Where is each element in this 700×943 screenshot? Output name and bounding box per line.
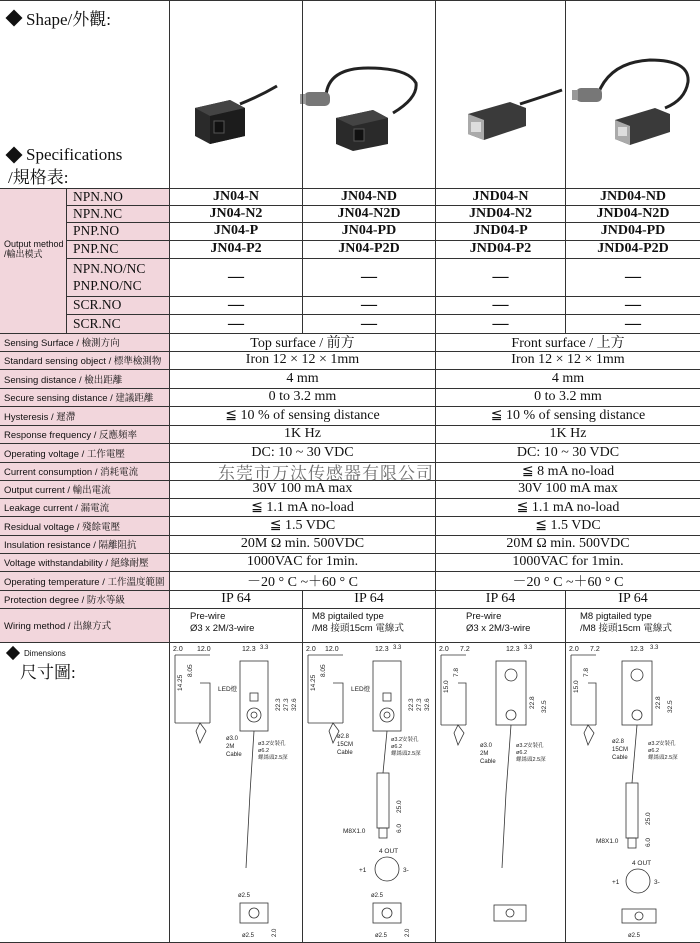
svg-text:2M: 2M <box>226 744 235 750</box>
spec-value-left: 4 mm <box>286 370 319 386</box>
spec-value-right: 1000VAC for 1min. <box>512 554 624 569</box>
model-code: JN04-N <box>213 188 259 204</box>
spec-label: Residual voltage / 殘餘電壓 <box>4 521 121 533</box>
svg-text:ø3.0: ø3.0 <box>480 743 493 749</box>
svg-text:12.3: 12.3 <box>630 646 644 653</box>
svg-text:15.0: 15.0 <box>443 680 450 693</box>
svg-text:2.0: 2.0 <box>272 928 278 937</box>
svg-text:27.3: 27.3 <box>283 698 290 711</box>
dimension-drawing-jnd04-d <box>566 643 700 941</box>
model-code: JN04-N2D <box>337 205 401 221</box>
diamond-bullet-icon <box>6 9 23 26</box>
svg-text:LED燈: LED燈 <box>351 686 371 693</box>
svg-text:3.3: 3.3 <box>260 645 269 651</box>
spec-value-right: 30V 100 mA max <box>518 481 618 496</box>
protection-value: IP 64 <box>221 591 251 606</box>
spec-value-left: Top surface / 前方 <box>250 336 355 351</box>
svg-text:ø6.2: ø6.2 <box>516 750 528 756</box>
spec-value-left: DC: 10 ~ 30 VDC <box>251 444 354 460</box>
svg-text:32.6: 32.6 <box>291 698 298 711</box>
svg-text:6.0: 6.0 <box>645 837 652 847</box>
product-photo-jn04-d <box>298 58 423 153</box>
spec-value-left: ≦ 10 % of sensing distance <box>225 408 380 423</box>
model-code: JND04-N2 <box>469 205 532 221</box>
spec-value-left: Iron 12 × 12 × 1mm <box>245 352 360 367</box>
spec-value-right: 20M Ω min. 500VDC <box>506 536 630 551</box>
model-code: — <box>228 296 244 313</box>
spec-label: Secure sensing distance / 建議距離 <box>4 393 154 404</box>
svg-text:ø2.5: ø2.5 <box>628 933 641 939</box>
spec-label: Operating voltage / 工作電壓 <box>4 448 125 460</box>
wiring-value: M8 pigtailed type /M8 接頭15cm 電線式 <box>580 611 672 634</box>
svg-text:ø2.8: ø2.8 <box>612 739 625 745</box>
svg-text:6.0: 6.0 <box>396 823 403 833</box>
svg-text:2.0: 2.0 <box>306 646 316 653</box>
svg-text:2M: 2M <box>480 751 489 757</box>
spec-value-left: 20M Ω min. 500VDC <box>240 536 365 551</box>
protection-value: IP 64 <box>485 591 516 606</box>
svg-text:ø6.2: ø6.2 <box>391 744 403 750</box>
model-code: — <box>361 314 377 332</box>
svg-text:2.0: 2.0 <box>569 646 579 653</box>
model-code: — <box>361 268 377 285</box>
svg-text:ø2.5: ø2.5 <box>371 893 384 899</box>
svg-text:ø2.5: ø2.5 <box>375 933 388 939</box>
svg-text:22.8: 22.8 <box>655 696 662 709</box>
output-type: PNP.NO <box>73 223 120 238</box>
svg-text:4 OUT: 4 OUT <box>379 848 399 855</box>
svg-text:ø3.2安裝孔: ø3.2安裝孔 <box>648 741 676 747</box>
dimension-drawing-jnd04 <box>436 643 565 941</box>
spec-label: Sensing distance / 檢出距離 <box>4 374 123 386</box>
spec-value-right: Iron 12 × 12 × 1mm <box>511 352 625 367</box>
svg-text:Cable: Cable <box>226 752 242 758</box>
diamond-bullet-icon <box>6 646 20 660</box>
svg-text:LED燈: LED燈 <box>218 686 238 693</box>
svg-text:7.8: 7.8 <box>583 667 590 677</box>
svg-text:22.3: 22.3 <box>275 698 282 711</box>
output-type: SCR.NC <box>73 315 121 331</box>
spec-label: Current consumption / 消耗電流 <box>4 467 139 478</box>
svg-text:3-: 3- <box>403 867 409 874</box>
spec-value-left: ≦ 1.1 mA no-load <box>251 499 354 515</box>
model-code: — <box>228 268 244 285</box>
svg-text:12.3: 12.3 <box>506 646 520 653</box>
product-photo-jn04 <box>185 78 280 148</box>
svg-text:2.0: 2.0 <box>173 646 183 653</box>
svg-text:12.3: 12.3 <box>242 646 256 653</box>
output-method-label: Output method /輸出模式 <box>4 239 64 259</box>
svg-text:3-: 3- <box>654 879 660 886</box>
protection-value: IP 64 <box>354 591 384 606</box>
wiring-label: Wiring method / 出線方式 <box>4 621 112 632</box>
spec-label: Voltage withstandability / 絕緣耐壓 <box>4 558 149 569</box>
svg-text:M8X1.0: M8X1.0 <box>343 828 366 835</box>
svg-text:14.25: 14.25 <box>177 674 184 691</box>
svg-text:7.8: 7.8 <box>453 667 460 677</box>
spec-label: Standard sensing object / 標準檢測物 <box>4 356 162 367</box>
svg-text:32.5: 32.5 <box>667 700 674 713</box>
svg-text:14.25: 14.25 <box>310 674 317 691</box>
spec-value-left: 1000VAC for 1min. <box>246 554 359 569</box>
svg-text:4 OUT: 4 OUT <box>632 860 652 867</box>
svg-text:7.2: 7.2 <box>460 646 470 653</box>
spec-value-right: ≦ 8 mA no-load <box>521 463 615 479</box>
spec-label: Insulation resistance / 隔離阻抗 <box>4 540 137 551</box>
model-code: JND04-N <box>472 188 529 204</box>
spec-label: Leakage current / 漏電流 <box>4 503 110 514</box>
svg-text:12.0: 12.0 <box>325 646 339 653</box>
svg-text:ø3.2安裝孔: ø3.2安裝孔 <box>391 737 419 743</box>
svg-text:Cable: Cable <box>337 750 353 756</box>
output-type: PNP.NC <box>73 241 119 256</box>
svg-text:12.0: 12.0 <box>197 646 211 653</box>
svg-text:螺絲頭2.5深: 螺絲頭2.5深 <box>516 757 546 763</box>
model-code: — <box>492 296 509 313</box>
spec-value-right: －20 ° C ~＋60 ° C <box>512 574 624 590</box>
svg-text:2.0: 2.0 <box>405 928 411 937</box>
spec-value-right: DC: 10 ~ 30 VDC <box>516 444 620 460</box>
model-code: JND04-P <box>473 223 528 238</box>
spec-label: Output current / 輸出電流 <box>4 485 111 496</box>
spec-value-right: ≦ 1.1 mA no-load <box>516 499 620 515</box>
spec-value-left: ≦ 1.5 VDC <box>269 518 336 533</box>
model-code: JND04-PD <box>600 223 666 238</box>
svg-text:12.3: 12.3 <box>375 646 389 653</box>
spec-value-right: 4 mm <box>551 370 585 386</box>
svg-text:ø3.2安裝孔: ø3.2安裝孔 <box>516 743 544 749</box>
output-type: NPN.NC <box>73 205 123 221</box>
dimension-drawing-jn04 <box>170 643 302 941</box>
svg-text:32.5: 32.5 <box>541 700 548 713</box>
model-code: JN04-PD <box>341 223 397 238</box>
spec-value-left: －20 ° C ~＋60 ° C <box>247 574 358 590</box>
output-type: NPN.NO/NC <box>73 260 146 276</box>
model-code: — <box>361 296 377 313</box>
spec-value-left: 1K Hz <box>284 426 321 441</box>
svg-text:Cable: Cable <box>612 755 628 761</box>
svg-text:15.0: 15.0 <box>573 680 580 693</box>
svg-text:ø3.0: ø3.0 <box>226 736 239 742</box>
model-code: JN04-P2D <box>338 241 400 256</box>
spec-label: Response frequency / 反應頻率 <box>4 430 138 441</box>
svg-text:32.6: 32.6 <box>424 698 431 711</box>
wiring-value: Pre-wire Ø3 x 2M/3-wire <box>190 611 255 634</box>
output-type: NPN.NO <box>73 188 123 204</box>
model-code: JN04-N2 <box>209 205 263 221</box>
spec-value-right: 0 to 3.2 mm <box>534 389 602 404</box>
protection-label: Protection degree / 防水等級 <box>4 595 125 606</box>
svg-text:22.8: 22.8 <box>529 696 536 709</box>
svg-text:螺絲頭2.5深: 螺絲頭2.5深 <box>258 755 288 761</box>
svg-text:15CM: 15CM <box>337 742 354 748</box>
svg-text:15CM: 15CM <box>612 747 629 753</box>
svg-text:3.3: 3.3 <box>524 645 533 651</box>
spec-value-left: 30V 100 mA max <box>252 481 353 496</box>
spec-value-right: 1K Hz <box>549 426 587 441</box>
model-code: — <box>228 314 244 332</box>
svg-text:Cable: Cable <box>480 759 496 765</box>
svg-text:螺絲頭2.5深: 螺絲頭2.5深 <box>391 751 421 757</box>
svg-text:M8X1.0: M8X1.0 <box>596 838 619 845</box>
dimensions-title: Dimensions 尺寸圖: <box>4 648 76 683</box>
svg-text:ø2.8: ø2.8 <box>337 734 350 740</box>
wiring-value: Pre-wire Ø3 x 2M/3-wire <box>466 611 531 634</box>
svg-text:8.05: 8.05 <box>187 664 194 677</box>
model-code: JN04-ND <box>341 188 397 204</box>
spec-value-right: ≦ 10 % of sensing distance <box>490 408 646 423</box>
dimension-drawing-jn04-d <box>303 643 435 941</box>
spec-value-right: Front surface / 上方 <box>511 336 625 351</box>
model-code: — <box>492 268 509 285</box>
svg-text:25.0: 25.0 <box>645 812 652 825</box>
svg-text:螺絲頭2.5深: 螺絲頭2.5深 <box>648 755 678 761</box>
shape-title: Shape/外觀: <box>4 5 111 30</box>
model-code: JND04-P2 <box>469 241 532 256</box>
svg-text:ø3.2安裝孔: ø3.2安裝孔 <box>258 741 286 747</box>
watermark-text: 东莞市万汰传感器有限公司 <box>218 464 434 484</box>
specifications-title: Specifications /規格表: <box>4 145 122 188</box>
model-code: JND04-N2D <box>596 205 670 221</box>
model-code: JND04-P2D <box>597 241 669 256</box>
svg-text:27.3: 27.3 <box>416 698 423 711</box>
spec-label: Operating temperature / 工作溫度範圍 <box>4 576 165 588</box>
spec-label: Sensing Surface / 檢測方向 <box>4 338 120 349</box>
product-photo-jnd04-d <box>570 52 695 147</box>
spec-value-right: ≦ 1.5 VDC <box>535 518 601 533</box>
svg-text:3.3: 3.3 <box>650 645 659 651</box>
svg-text:2.0: 2.0 <box>439 646 449 653</box>
svg-text:ø6.2: ø6.2 <box>648 748 660 754</box>
svg-text:ø2.5: ø2.5 <box>238 893 251 899</box>
svg-text:ø2.5: ø2.5 <box>242 933 255 939</box>
svg-text:8.05: 8.05 <box>320 664 327 677</box>
output-type: PNP.NO/NC <box>73 277 142 293</box>
model-code: JN04-P <box>213 223 259 238</box>
svg-text:22.3: 22.3 <box>408 698 415 711</box>
protection-value: IP 64 <box>618 591 648 606</box>
diamond-bullet-icon <box>6 147 23 164</box>
model-code: — <box>625 268 641 285</box>
model-code: JN04-P2 <box>210 241 262 256</box>
svg-text:7.2: 7.2 <box>590 646 600 653</box>
svg-text:3.3: 3.3 <box>393 645 402 651</box>
svg-text:+1: +1 <box>612 879 620 886</box>
output-type: SCR.NO <box>73 297 122 312</box>
wiring-value: M8 pigtailed type /M8 接頭15cm 電線式 <box>312 611 404 634</box>
svg-text:ø6.2: ø6.2 <box>258 748 270 754</box>
model-code: JND04-ND <box>599 188 667 204</box>
product-photo-jnd04 <box>460 78 565 148</box>
spec-value-left: 0 to 3.2 mm <box>268 389 337 404</box>
svg-text:+1: +1 <box>359 867 367 874</box>
svg-text:25.0: 25.0 <box>396 800 403 813</box>
model-code: — <box>492 314 509 332</box>
model-code: — <box>625 296 641 313</box>
model-code: — <box>625 314 641 332</box>
spec-label: Hysteresis / 遲滯 <box>4 411 76 423</box>
